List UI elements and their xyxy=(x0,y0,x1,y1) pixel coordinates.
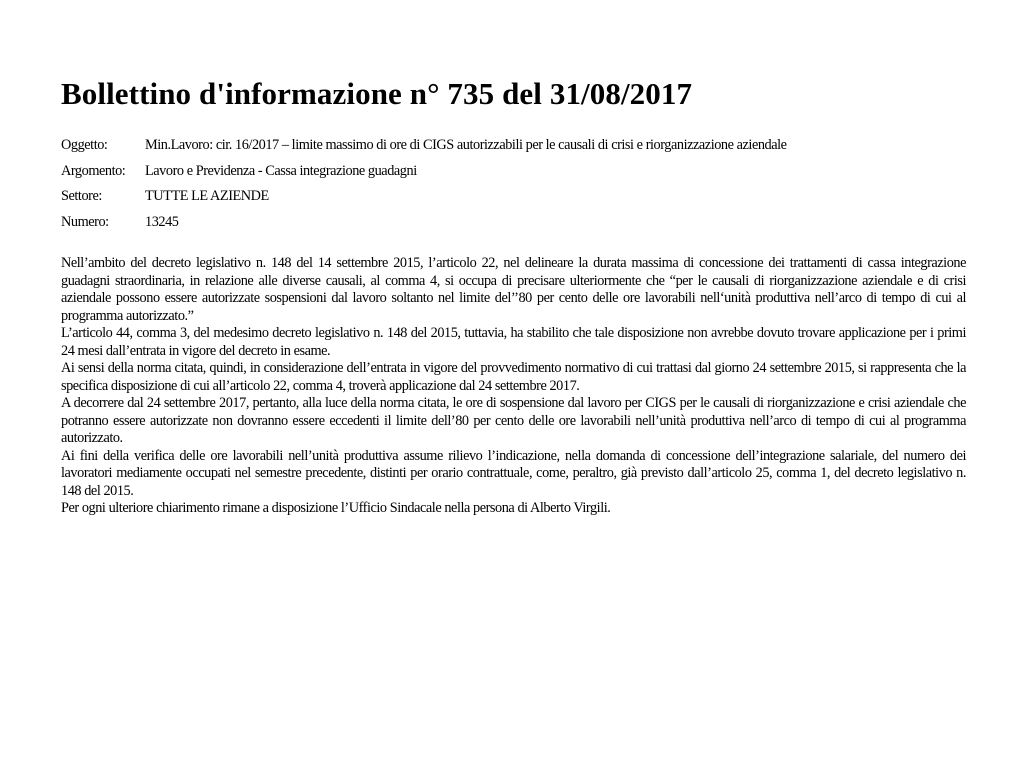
meta-label-oggetto: Oggetto: xyxy=(61,137,108,153)
bulletin-body xyxy=(61,255,966,518)
body-paragraph: Ai fini della verifica delle ore lavorabili nell’unità produttiva assume rilievo l’indicazione, nella domanda di concessione dell’integrazione salariale, del numero dei lavoratori mediamente occupati nel semestre precedente, distinti per orario contrattuale, come, peraltro, già previsto dall’articolo 25, comma 1, del decreto legislativo n. 148 del 2015. xyxy=(61,447,966,499)
meta-label-settore: Settore: xyxy=(61,188,102,204)
meta-label-numero: Numero: xyxy=(61,213,109,230)
body-paragraph: L’articolo 44, comma 3, del medesimo decreto legislativo n. 148 del 2015, tuttavia, ha stabilito che tale disposizione non avrebbe dovuto trovare applicazione per i primi 24 mesi dall’entrata in vigore del decreto in esame. xyxy=(61,325,966,359)
meta-row-argomento xyxy=(61,159,966,185)
body-paragraph: Nell’ambito del decreto legislativo n. 148 del 14 settembre 2015, l’articolo 22, nel delineare la durata massima di concessione dei trattamenti di cassa integrazione guadagni straordinaria, in relazione alle diverse causali, al comma 4, si occupa di precisare ulteriormente che “per le causali di riorganizzazione aziendale e di crisi aziendale possono essere autorizzate sospensioni dal lavoro soltanto nel limite del’’80 per cento delle ore lavorabili nell‘unità produttiva nell’arco di tempo di cui al programma autorizzato.” xyxy=(61,255,966,324)
body-paragraph: A decorrere dal 24 settembre 2017, pertanto, alla luce della norma citata, le ore di sospensione dal lavoro per CIGS per le causali di riorganizzazione e crisi aziendale che potranno essere autorizzate non dovranno essere eccedenti il limite dell’80 per cento delle ore lavorabili nell’unità produttiva nell’arco di tempo di cui al programma autorizzato. xyxy=(61,395,966,446)
meta-value-settore: TUTTE LE AZIENDE xyxy=(145,188,269,204)
meta-value-oggetto: Min.Lavoro: cir. 16/2017 – limite massimo di ore di CIGS autorizzabili per le causali di crisi e riorganizzazione aziendale xyxy=(145,137,787,153)
body-paragraph: Per ogni ulteriore chiarimento rimane a disposizione l’Ufficio Sindacale nella persona di Alberto Virgili. xyxy=(61,500,611,516)
meta-value-argomento: Lavoro e Previdenza - Cassa integrazione guadagni xyxy=(145,162,417,179)
meta-row-numero xyxy=(61,210,966,236)
meta-row-oggetto xyxy=(61,133,966,159)
page-title: Bollettino d'informazione n° 735 del 31/08/2017 xyxy=(61,76,693,111)
bulletin-page xyxy=(61,75,966,518)
meta-value-numero: 13245 xyxy=(145,213,179,230)
body-paragraph: Ai sensi della norma citata, quindi, in considerazione dell’entrata in vigore del provvedimento normativo di cui trattasi dal giorno 24 settembre 2015, si rappresenta che la specifica disposizione di cui all’articolo 22, comma 4, troverà applicazione dal 24 settembre 2017. xyxy=(61,360,966,394)
meta-row-settore xyxy=(61,184,966,210)
bulletin-metadata xyxy=(61,133,966,235)
meta-label-argomento: Argomento: xyxy=(61,162,126,179)
